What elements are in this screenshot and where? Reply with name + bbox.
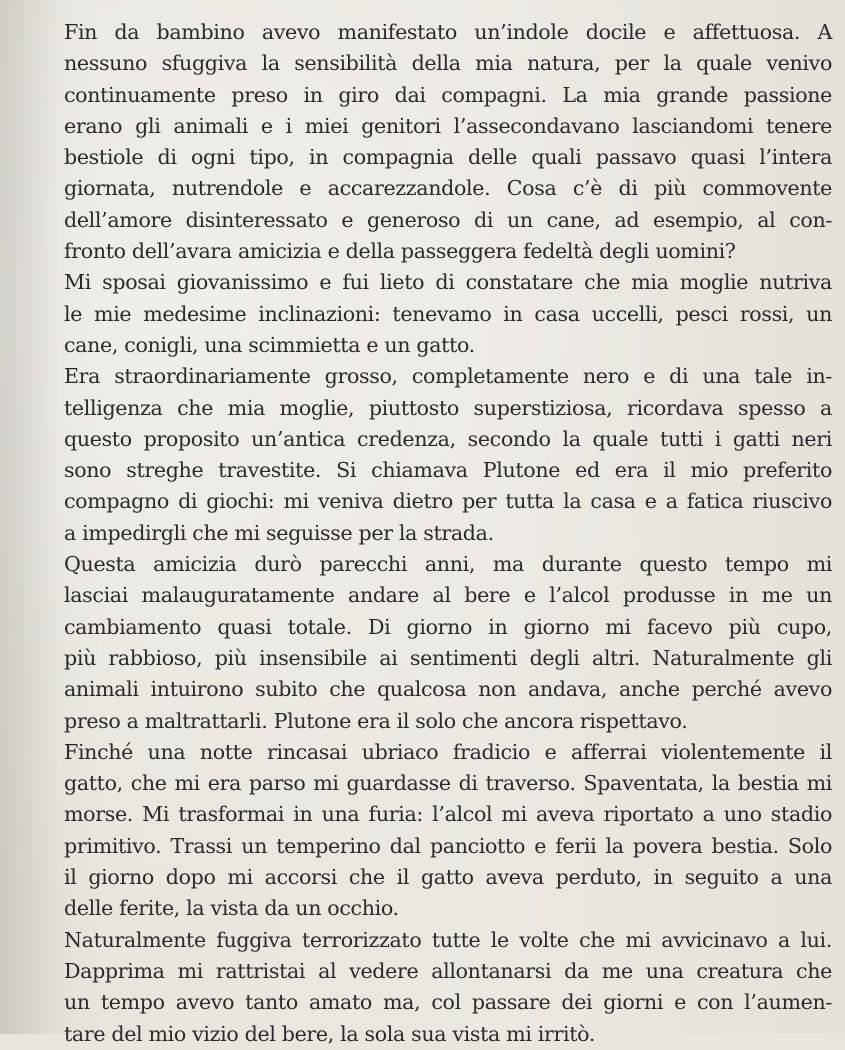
text-line: sono streghe travestite. Si chiamava Plutone ed era il mio preferito [64,458,832,483]
text-line: tare del mio vizio del bere, la sola sua vista mi irritò. [64,1021,596,1046]
text-line: Mi sposai giovanissimo e fui lieto di constatare che mia moglie nutriva [64,270,832,295]
text-line: fronto dell’avara amicizia e della passeggera fedeltà degli uomini? [64,239,736,264]
text-line: lasciai malauguratamente andare al bere e l’alcol produsse in me un [64,583,832,608]
text-line: delle ferite, la vista da un occhio. [64,896,399,921]
text-line: più rabbioso, più insensibile ai sentimenti degli altri. Naturalmente gli [64,645,832,670]
text-line: bestiole di ogni tipo, in compagnia delle quali passavo quasi l’intera [64,145,832,170]
text-line: questo proposito un’antica credenza, secondo la quale tutti i gatti neri [64,426,832,451]
text-line: un tempo avevo tanto amato ma, col passare dei giorni e con l’aumen- [64,990,832,1015]
text-line: Era straordinariamente grosso, completamente nero e di una tale in- [64,364,832,389]
text-line: primitivo. Trassi un temperino dal panciotto e ferii la povera bestia. Solo [64,833,832,858]
text-line: Questa amicizia durò parecchi anni, ma durante questo tempo mi [64,552,832,577]
text-line: Fin da bambino avevo manifestato un’indole docile e affettuosa. A [64,20,832,44]
text-line: Finché una notte rincasai ubriaco fradicio e afferrai violentemente il [64,739,832,764]
text-line: giornata, nutrendole e accarezzandole. Cosa c’è di più commovente [64,176,832,201]
text-line: compagno di giochi: mi veniva dietro per tutta la casa e a fatica riuscivo [64,489,832,514]
body-text [64,17,832,1050]
text-line: cambiamento quasi totale. Di giorno in giorno mi facevo più cupo, [64,614,832,639]
text-line: cane, conigli, una scimmietta e un gatto. [64,332,475,357]
text-line: dell’amore disinteressato e generoso di un cane, ad esempio, al con- [64,207,832,232]
text-line: nessuno sfuggiva la sensibilità della mia natura, per la quale venivo [64,51,832,76]
text-line: animali intuirono subito che qualcosa non andava, anche perché avevo [64,677,832,702]
text-line: morse. Mi trasformai in una furia: l’alcol mi aveva riportato a uno stadio [64,802,832,827]
text-line: telligenza che mia moglie, piuttosto superstiziosa, ricordava spesso a [64,395,832,420]
left-page-bleed [0,0,60,1034]
text-line: il giorno dopo mi accorsi che il gatto aveva perduto, in seguito a una [64,865,832,890]
text-line: Dapprima mi rattristai al vedere allontanarsi da me una creatura che [64,958,832,983]
text-line: erano gli animali e i miei genitori l’assecondavano lasciandomi tenere [64,113,832,138]
text-line: le mie medesime inclinazioni: tenevamo in casa uccelli, pesci rossi, un [64,301,832,326]
text-line: continuamente preso in giro dai compagni. La mia grande passione [64,82,832,107]
text-line: Naturalmente fuggiva terrorizzato tutte le volte che mi avvicinavo a lui. [64,927,832,952]
text-line: a impedirgli che mi seguisse per la strada. [64,520,494,545]
text-line: preso a maltrattarli. Plutone era il solo che ancora rispettavo. [64,708,688,733]
text-line: gatto, che mi era parso mi guardasse di traverso. Spaventata, la bestia mi [64,771,832,796]
